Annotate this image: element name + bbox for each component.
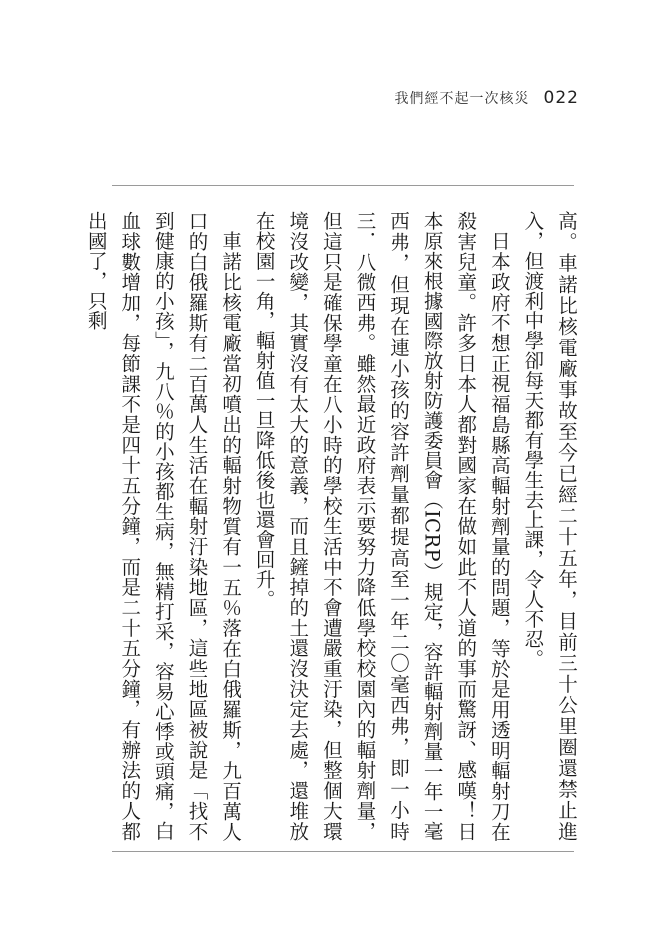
paragraph-1: 高。車諾比核電廠事故至今已經二十五年，目前三十公里圈還禁止進入，但渡利中學卻每天都有學生去上課，令人不忍。 (521, 211, 578, 841)
paragraph-2: 日本政府不想正視福島縣高輻射劑量的問題，等於是用透明輻射刀在殺害兒童。許多日本人都對國家在做如此不人道的事而驚訝、感嘆！日本原來根據國際放射防護委員會（ICRP）規定，容許輻射劑量一年一毫西弗，但現在連小孩的容許劑量都提高至一年二〇毫西弗，即一小時三．八微西弗。雖然最近政府表示要努力降低學校校園內的輻射劑量，但這只是確保學童在八小時的學校生活中不會遭嚴重汙染，但整個大環境沒改變，其實沒有太大的意義，而且鏟掉的土還沒決定去處，還堆放在校園一角，輻射值一旦降低後也還會回升。 (252, 211, 511, 841)
top-divider (112, 185, 574, 186)
paragraph-3: 車諾比核電廠當初噴出的輻射物質有一五％落在白俄羅斯，九百萬人口的白俄羅斯有二百萬人生活在輻射汙染地區，這些地區被說是「找不到健康的小孩」，九八％的小孩都生病，無精打采，容易心悸或頭痛，白血球數增加，每節課不是四十五分鐘，而是二十五分鐘，有辦法的人都出國了，只剩 (84, 211, 243, 841)
page-number: 022 (543, 88, 579, 108)
running-header (395, 86, 579, 110)
vertical-body-text (84, 211, 583, 841)
bottom-divider (112, 851, 574, 852)
book-title: 我們經不起一次核災 (394, 91, 530, 107)
